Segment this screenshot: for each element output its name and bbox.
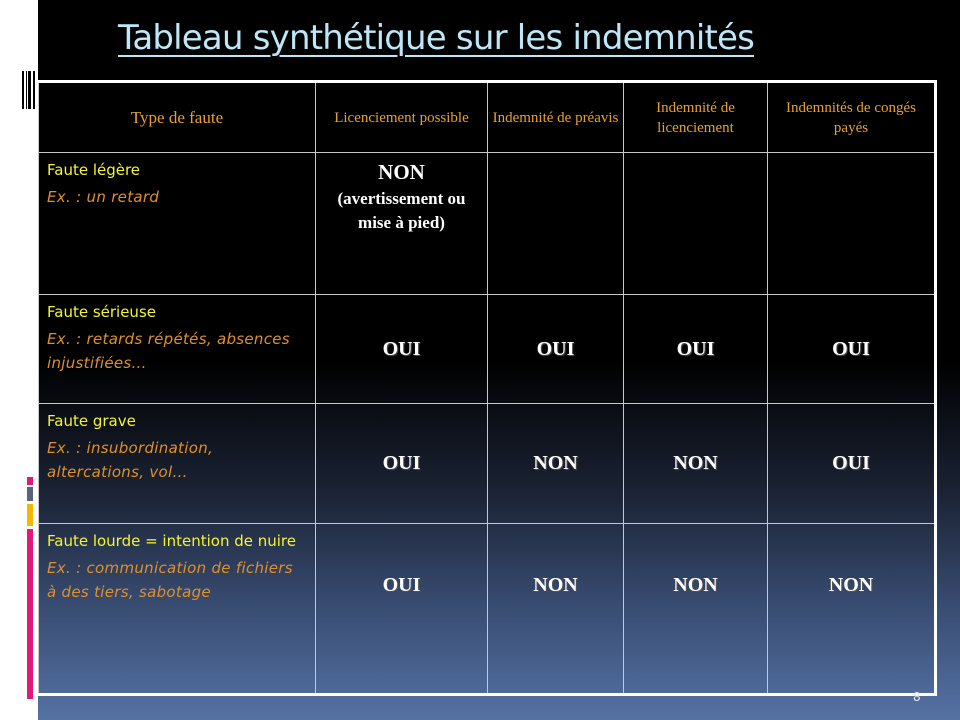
header-licenciement-possible: Licenciement possible bbox=[316, 82, 488, 153]
accent-bar-pink-small bbox=[27, 477, 33, 485]
fault-cell bbox=[39, 524, 316, 695]
accent-bar-pink-long bbox=[27, 529, 33, 699]
accent-bar-gray bbox=[27, 487, 33, 501]
licenciement-cell: OUI bbox=[316, 524, 488, 695]
fault-example: Ex. : un retard bbox=[47, 188, 160, 206]
fault-name: Faute légère bbox=[47, 161, 141, 179]
licenciement-value: NON bbox=[378, 160, 425, 184]
indemnite-licenciement-cell: NON bbox=[624, 524, 768, 695]
conges-payes-cell: NON bbox=[768, 524, 936, 695]
table-row bbox=[39, 153, 936, 295]
header-indemnite-preavis: Indemnité de préavis bbox=[488, 82, 624, 153]
fault-example: Ex. : retards répétés, absences injustifiées… bbox=[47, 330, 290, 372]
indemnities-table bbox=[38, 80, 937, 696]
preavis-cell: NON bbox=[488, 404, 624, 524]
indemnite-licenciement-cell: NON bbox=[624, 404, 768, 524]
header-indemnite-licenciement: Indemnité de licenciement bbox=[624, 82, 768, 153]
preavis-cell: NON bbox=[488, 524, 624, 695]
licenciement-cell bbox=[316, 153, 488, 295]
fault-example: Ex. : insubordination, altercations, vol… bbox=[47, 439, 214, 481]
conges-payes-cell: OUI bbox=[768, 404, 936, 524]
fault-cell bbox=[39, 404, 316, 524]
indemnite-licenciement-cell bbox=[624, 153, 768, 295]
fault-name: Faute sérieuse bbox=[47, 303, 156, 321]
licenciement-note: (avertissement ou mise à pied) bbox=[337, 189, 466, 232]
table-header-row bbox=[39, 82, 936, 153]
table-row bbox=[39, 524, 936, 695]
licenciement-cell: OUI bbox=[316, 404, 488, 524]
fault-cell bbox=[39, 295, 316, 404]
licenciement-cell: OUI bbox=[316, 295, 488, 404]
table-row bbox=[39, 295, 936, 404]
conges-payes-cell: OUI bbox=[768, 295, 936, 404]
header-type-de-faute: Type de faute bbox=[39, 82, 316, 153]
conges-payes-cell bbox=[768, 153, 936, 295]
preavis-cell: OUI bbox=[488, 295, 624, 404]
fault-name: Faute lourde = intention de nuire bbox=[47, 532, 296, 550]
table-row bbox=[39, 404, 936, 524]
fault-example: Ex. : communication de fichiers à des tiers, sabotage bbox=[47, 559, 293, 601]
header-conges-payes: Indemnités de congés payés bbox=[768, 82, 936, 153]
preavis-cell bbox=[488, 153, 624, 295]
indemnite-licenciement-cell: OUI bbox=[624, 295, 768, 404]
slide-title: Tableau synthétique sur les indemnités bbox=[118, 18, 755, 58]
accent-bar-yellow bbox=[27, 504, 33, 526]
fault-name: Faute grave bbox=[47, 412, 136, 430]
page-number: 8 bbox=[913, 690, 921, 704]
fault-cell bbox=[39, 153, 316, 295]
